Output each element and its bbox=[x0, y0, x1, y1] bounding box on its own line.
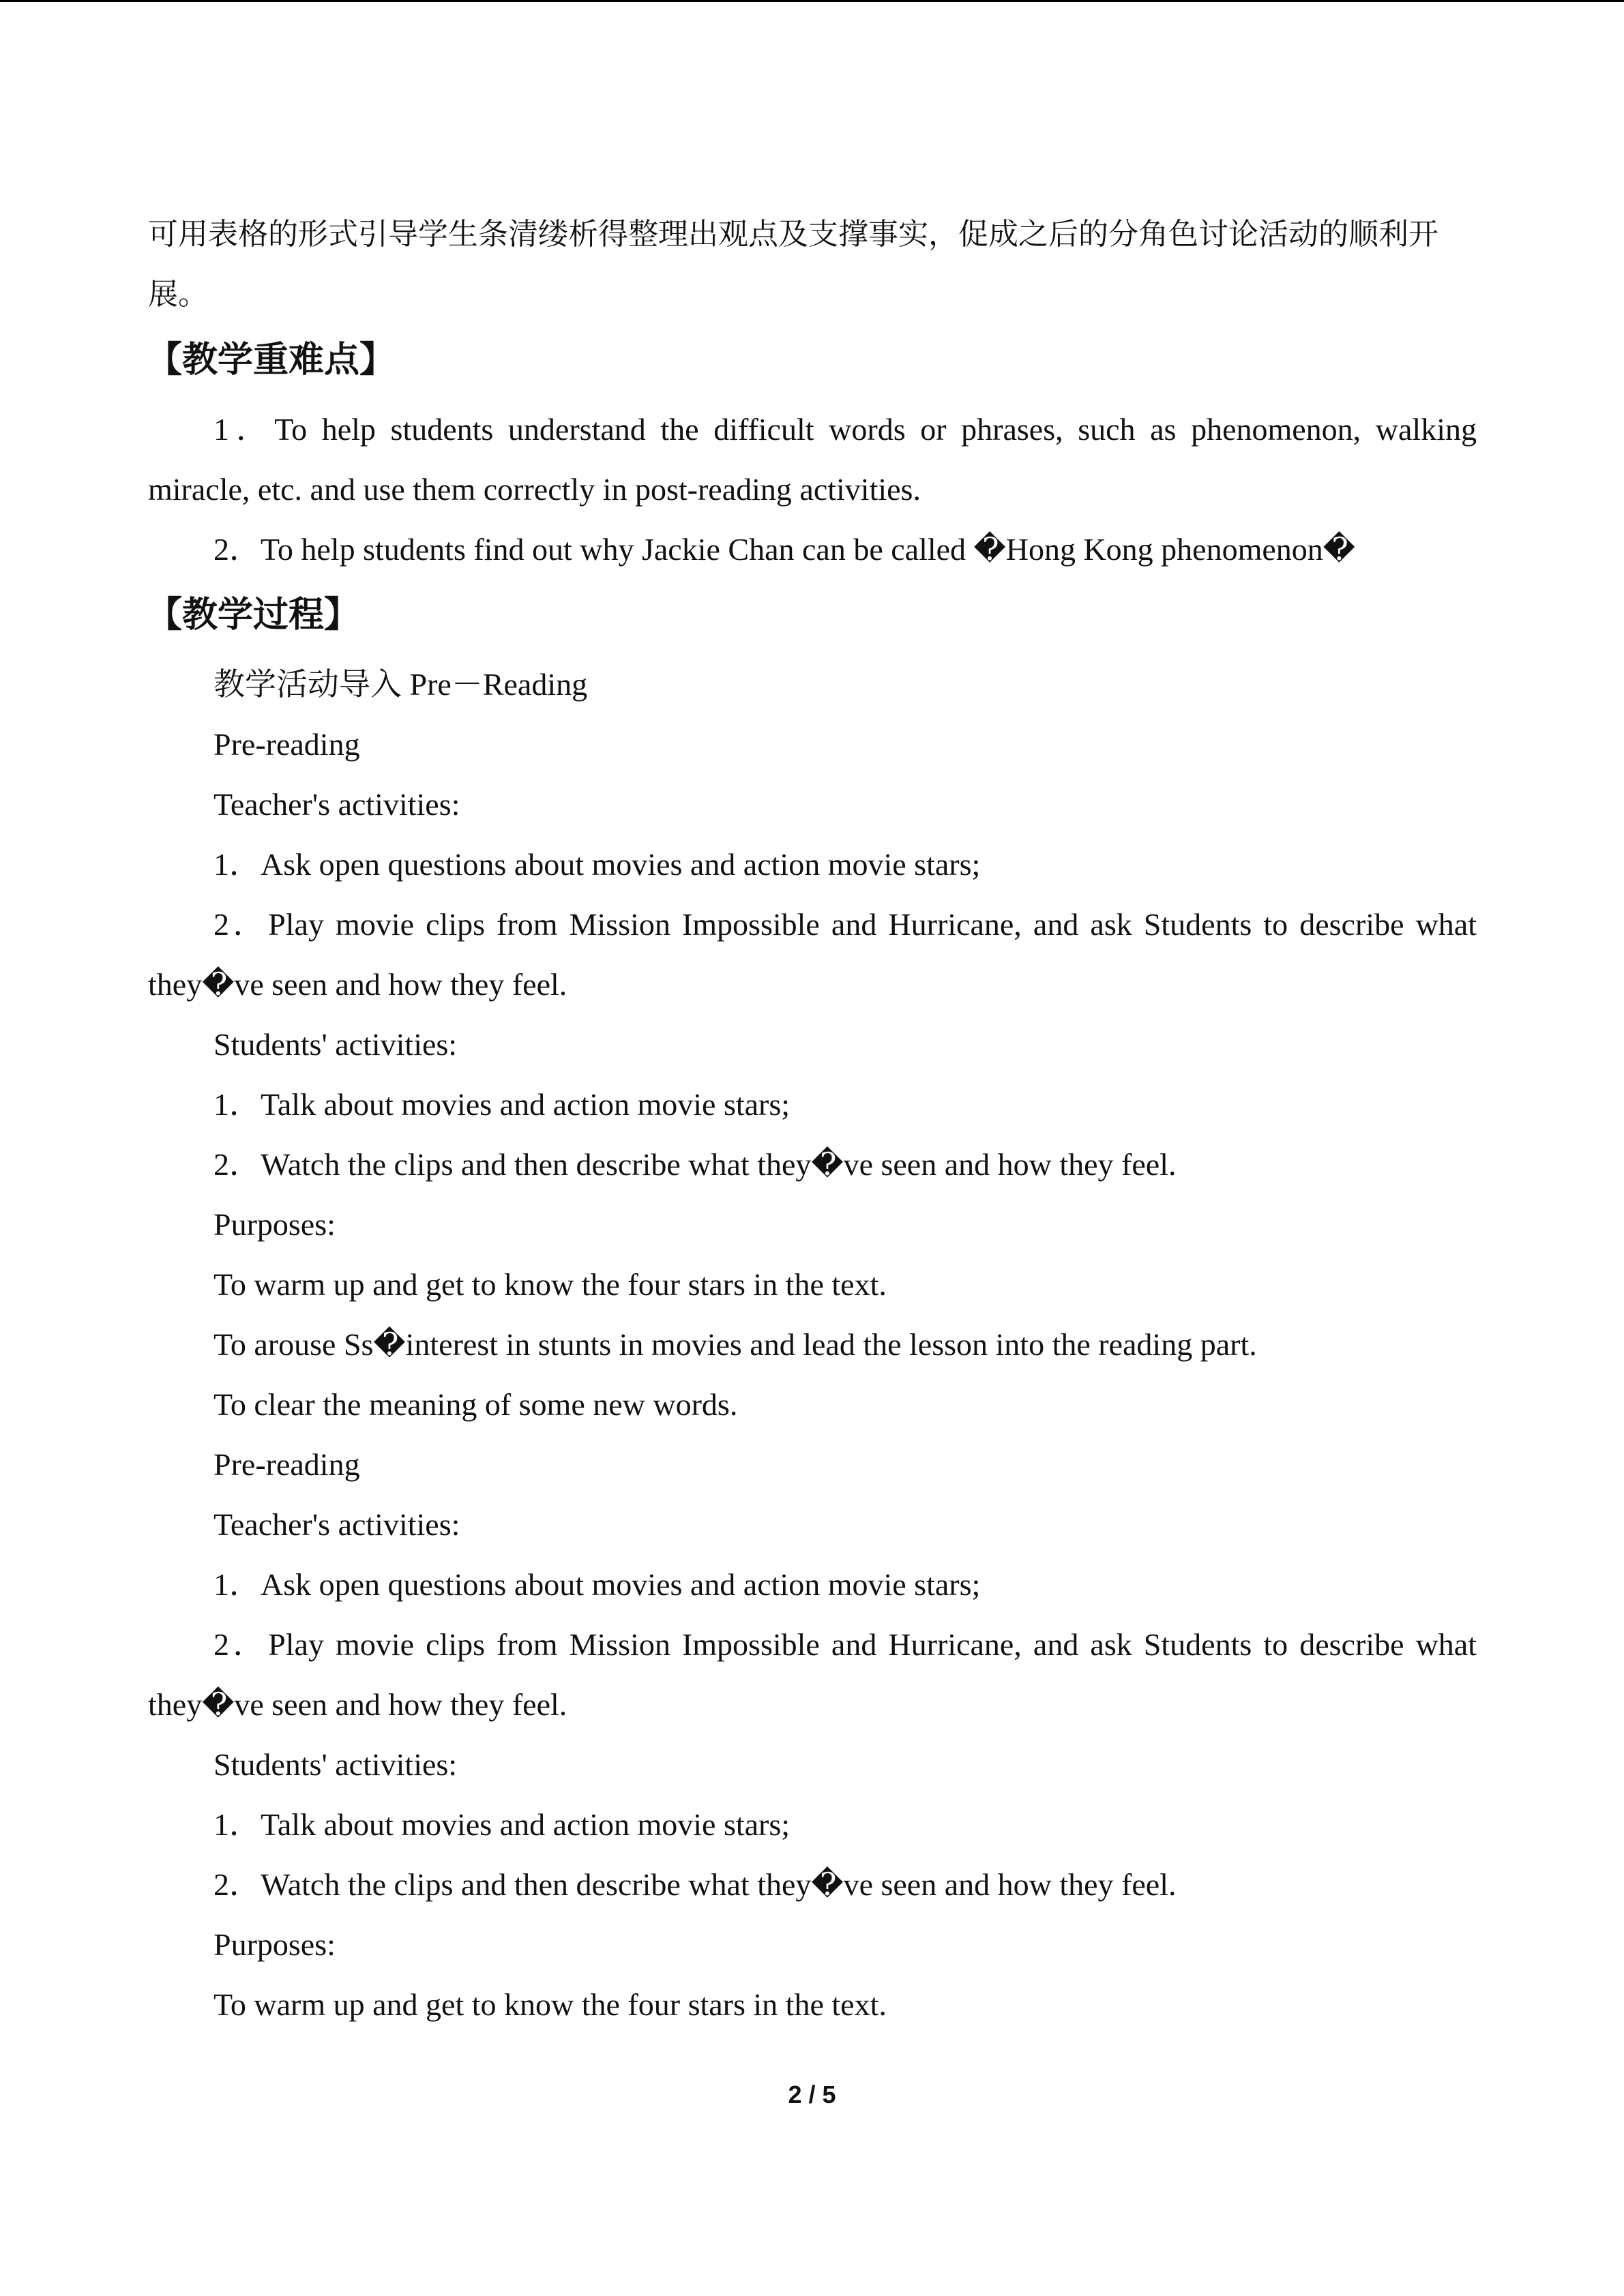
intro-paragraph: 可用表格的形式引导学生条清缕析得整理出观点及支撑事实，促成之后的分角色讨论活动的顺利开展。 bbox=[148, 217, 1438, 312]
process-line: Purposes: bbox=[213, 1207, 336, 1242]
process-line: 2．Watch the clips and then describe what they�ve seen and how they feel. bbox=[213, 1147, 1177, 1182]
process-line: Teacher's activities: bbox=[213, 1507, 460, 1542]
process-heading: 【教学过程】 bbox=[147, 595, 360, 636]
process-line: 1．Talk about movies and action movie stars; bbox=[213, 1807, 791, 1842]
key-point-item: 2．To help students find out why Jackie Chan can be called �Hong Kong phenomenon� bbox=[213, 532, 1355, 567]
process-line: To clear the meaning of some new words. bbox=[213, 1387, 738, 1422]
process-line: Purposes: bbox=[213, 1927, 336, 1962]
process-line: Pre-reading bbox=[213, 1447, 360, 1482]
process-line: 2．Play movie clips from Mission Impossible and Hurricane, and ask Students to describe what they�ve seen and how they feel. bbox=[148, 907, 1477, 1002]
process-line: Students' activities: bbox=[213, 1027, 458, 1062]
process-line: To warm up and get to know the four stars in the text. bbox=[213, 1987, 887, 2022]
page-number: 2 / 5 bbox=[788, 2081, 836, 2108]
process-line: 1．Talk about movies and action movie stars; bbox=[213, 1087, 791, 1122]
process-line: 1．Ask open questions about movies and action movie stars; bbox=[213, 1567, 981, 1602]
process-line: Students' activities: bbox=[213, 1747, 458, 1782]
process-line: 1．Ask open questions about movies and action movie stars; bbox=[213, 847, 981, 882]
document-page bbox=[148, 205, 1477, 2035]
process-line: Pre-reading bbox=[213, 727, 360, 762]
process-line: To arouse Ss�interest in stunts in movies and lead the lesson into the reading part. bbox=[213, 1327, 1257, 1362]
process-line: 2．Play movie clips from Mission Impossible and Hurricane, and ask Students to describe what they�ve seen and how they feel. bbox=[148, 1627, 1477, 1722]
key-points-heading: 【教学重难点】 bbox=[147, 340, 396, 381]
key-point-item: 1．To help students understand the difficult words or phrases, such as phenomenon, walking miracle, etc. and use them correctly in post-reading activities. bbox=[148, 412, 1477, 507]
process-line: Teacher's activities: bbox=[213, 787, 460, 822]
process-line: 教学活动导入 Pre－Reading bbox=[213, 667, 588, 702]
process-line: 2．Watch the clips and then describe what they�ve seen and how they feel. bbox=[213, 1867, 1177, 1902]
top-border bbox=[0, 0, 1624, 2]
process-line: To warm up and get to know the four stars in the text. bbox=[213, 1267, 887, 1302]
